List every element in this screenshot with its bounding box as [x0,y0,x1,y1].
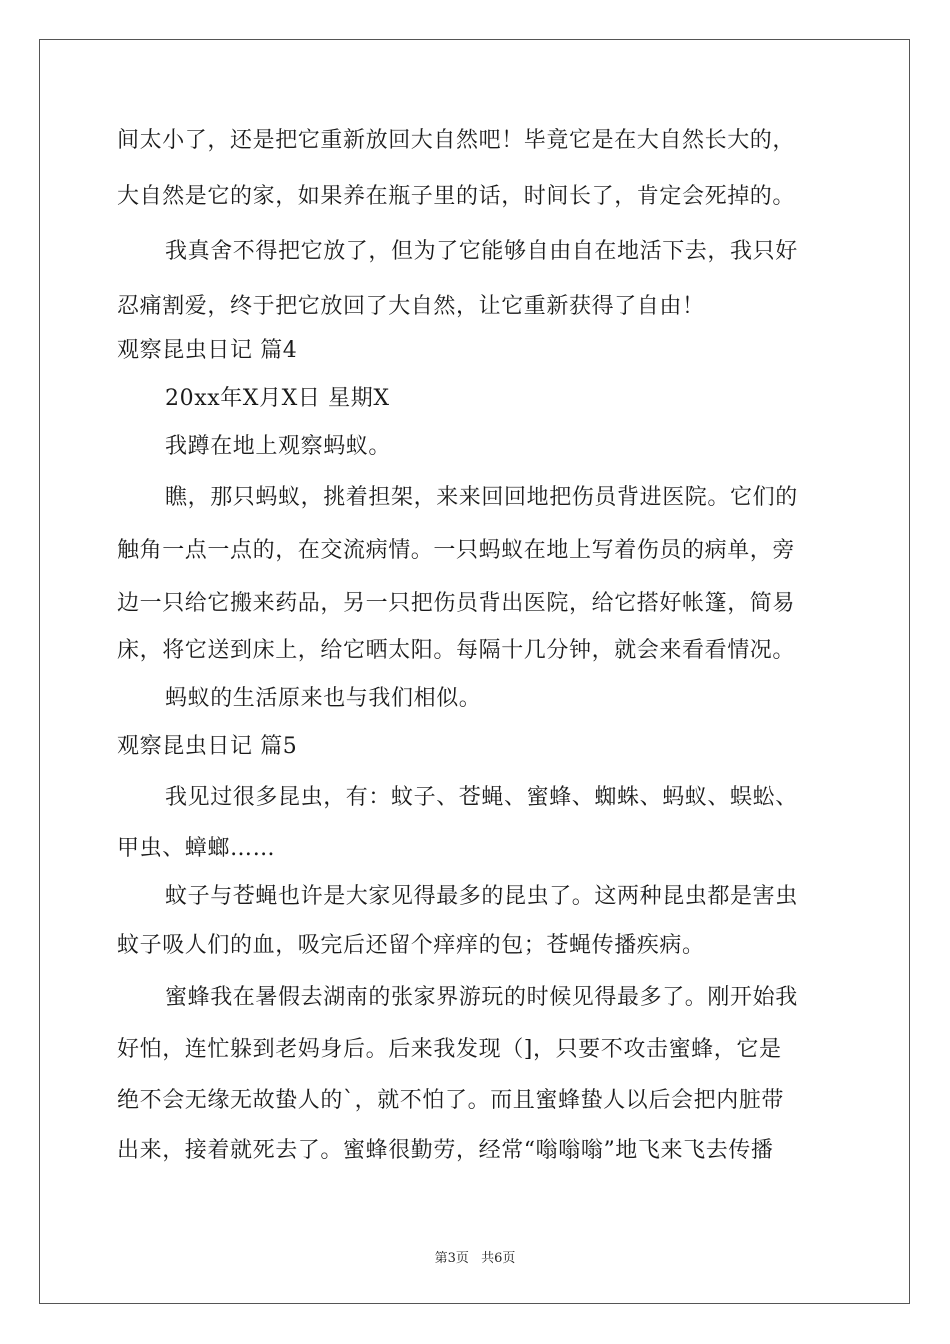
paragraph-start: 我真舍不得把它放了，但为了它能够自由自在地活下去，我只好 [165,239,798,264]
text-line: 忍痛割爱，终于把它放回了大自然，让它重新获得了自由！ [117,294,705,319]
paragraph-start: 蚊子与苍蝇也许是大家见得最多的昆虫了。这两种昆虫都是害虫 [165,884,798,909]
paragraph-start: 瞧，那只蚂蚁，挑着担架，来来回回地把伤员背进医院。它们的 [165,485,798,510]
page-number-total: 共6页 [481,1251,516,1266]
text-line: 触角一点一点的，在交流病情。一只蚂蚁在地上写着伤员的病单，旁 [117,538,796,563]
text-line: 间太小了，还是把它重新放回大自然吧！毕竟它是在大自然长大的， [117,128,796,153]
text-line: 好怕，连忙躲到老妈身后。后来我发现（]，只要不攻击蜜蜂，它是 [117,1037,782,1062]
text-line: 蚊子吸人们的血，吸完后还留个痒痒的包；苍蝇传播疾病。 [117,933,705,958]
paragraph-start: 蚂蚁的生活原来也与我们相似。 [165,686,482,711]
paragraph-start: 蜜蜂我在暑假去湖南的张家界游玩的时候见得最多了。刚开始我 [165,985,798,1010]
text-line: 出来，接着就死去了。蜜蜂很勤劳，经常“嗡嗡嗡”地飞来飞去传播 [117,1138,774,1163]
page-number-current: 第3页 [434,1251,469,1266]
text-line: 大自然是它的家，如果养在瓶子里的话，时间长了，肯定会死掉的。 [117,184,796,209]
text-line: 甲虫、蟑螂…… [117,836,276,861]
paragraph-start: 我见过很多昆虫，有：蚊子、苍蝇、蜜蜂、蜘蛛、蚂蚁、蜈蚣、 [165,785,798,810]
text-line: 绝不会无缘无故蛰人的`，就不怕了。而且蜜蜂蛰人以后会把内脏带 [117,1088,785,1113]
date-line: 20xx年X月X日 星期X [165,386,390,411]
text-line: 边一只给它搬来药品，另一只把伤员背出医院，给它搭好帐篷，简易 [117,591,796,616]
section-heading: 观察昆虫日记 篇4 [117,338,298,363]
page-footer [0,1247,950,1266]
section-heading: 观察昆虫日记 篇5 [117,734,298,759]
paragraph-start: 我蹲在地上观察蚂蚁。 [165,434,392,459]
text-line: 床，将它送到床上，给它晒太阳。每隔十几分钟，就会来看看情况。 [117,638,796,663]
